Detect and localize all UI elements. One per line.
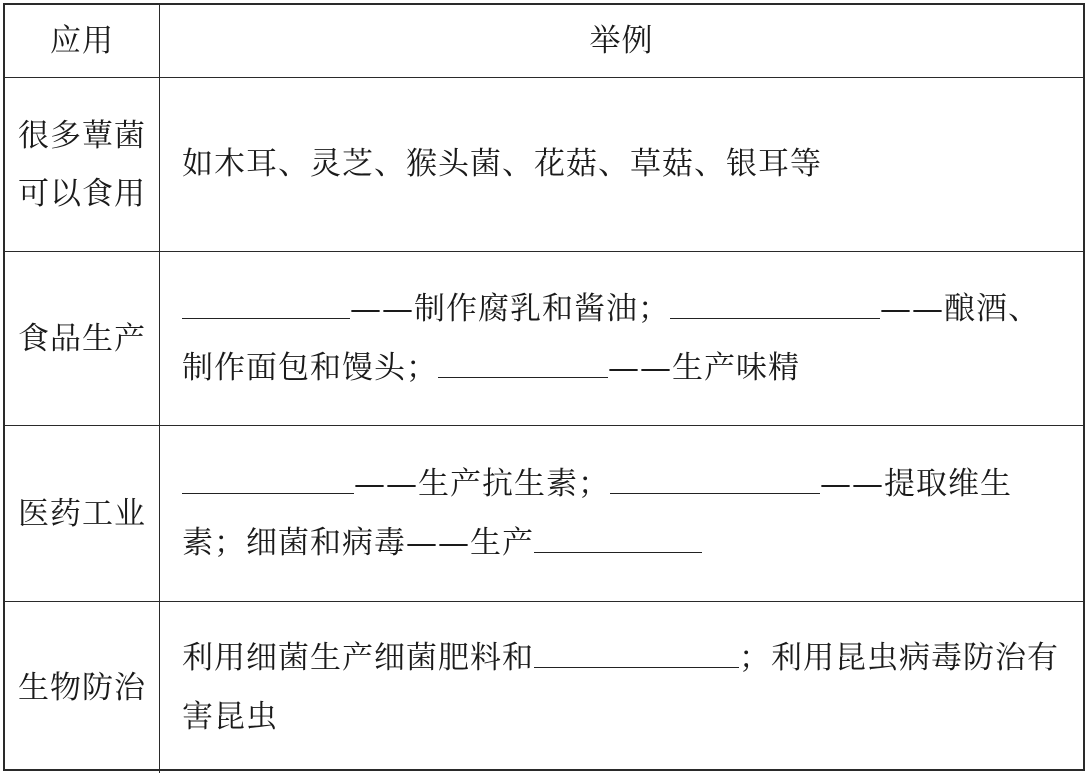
answer-blank[interactable] (182, 283, 350, 318)
table-header-row (5, 5, 1083, 77)
example-part: ——提取维生素；细菌和病毒——生产 (182, 465, 1012, 561)
application-label: 医药工业 (18, 495, 146, 532)
example-part: ——生产味精 (608, 349, 800, 386)
example-part: ；利用昆虫病毒防治有害昆虫 (182, 639, 1059, 735)
row-example (160, 426, 1083, 601)
answer-blank[interactable] (438, 342, 608, 377)
table-row (5, 77, 1083, 251)
answer-blank[interactable] (182, 458, 354, 493)
example-text: 如木耳、灵芝、猴头菌、花菇、草菇、银耳等 (182, 146, 822, 182)
application-label: 食品生产 (18, 320, 146, 357)
table-row (5, 251, 1083, 425)
row-application-biocontrol (5, 602, 160, 773)
answer-blank[interactable] (534, 517, 702, 552)
example-part: ——酿酒、制作面包和馒头； (182, 290, 1040, 386)
example-part: ——制作腐乳和酱油； (350, 290, 670, 327)
application-label: 生物防治 (18, 669, 146, 706)
row-application-edible-fungi (5, 78, 160, 251)
answer-blank[interactable] (610, 458, 820, 493)
header-application: 应用 (5, 5, 160, 77)
row-example (160, 602, 1083, 773)
row-example (160, 78, 1083, 251)
application-label: 很多蕈菌可以食用 (18, 117, 146, 212)
example-part: 利用细菌生产细菌肥料和 (182, 639, 534, 676)
applications-table (3, 3, 1085, 771)
row-application-food-production (5, 252, 160, 425)
example-part: ——生产抗生素； (354, 465, 610, 502)
answer-blank[interactable] (534, 632, 739, 667)
table-row (5, 601, 1083, 773)
example-text (182, 629, 1069, 747)
row-example (160, 252, 1083, 425)
table-row (5, 425, 1083, 601)
header-example: 举例 (589, 22, 654, 59)
example-text (182, 280, 1069, 398)
row-application-pharma (5, 426, 160, 601)
answer-blank[interactable] (670, 283, 880, 318)
example-text (182, 455, 1069, 573)
